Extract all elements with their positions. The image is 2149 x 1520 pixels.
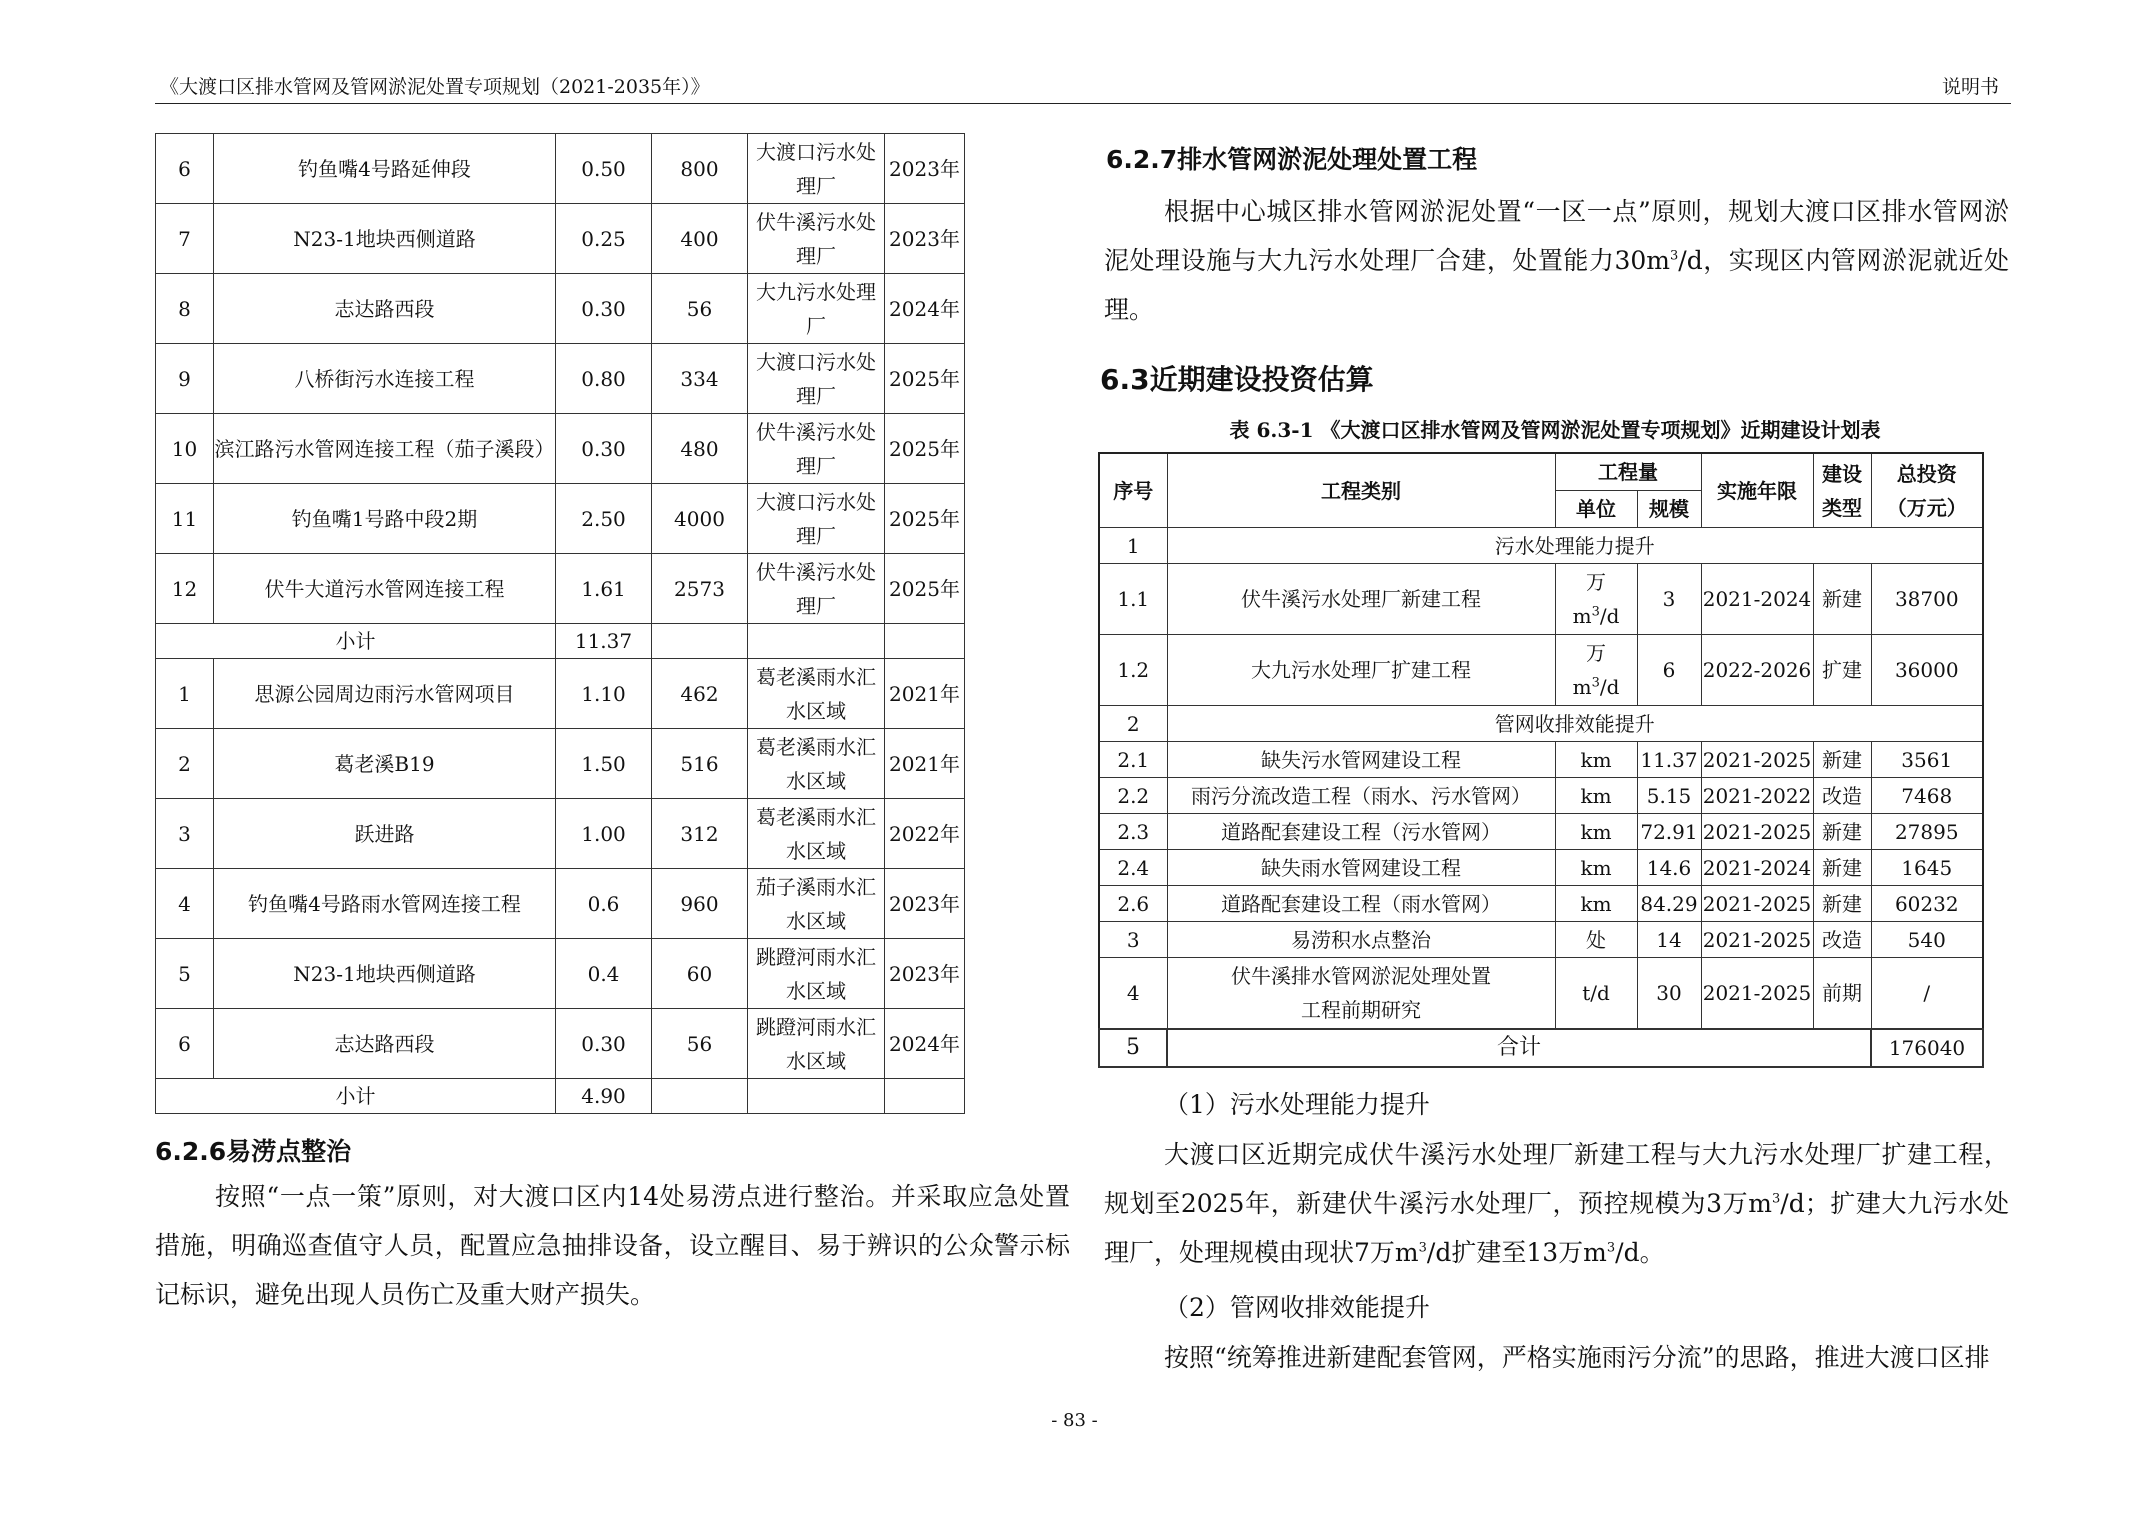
cell-subtotal-value: 4.90 [556,1079,652,1114]
cell-type: 新建 [1813,850,1871,886]
cell-no: 1.1 [1099,564,1167,635]
cell-destination: 葛老溪雨水汇水区域 [748,799,885,869]
cell-no: 1.2 [1099,635,1167,706]
cell-no: 3 [156,799,214,869]
cell-length: 1.10 [556,659,652,729]
cell-year: 2023年 [885,869,965,939]
cell-year: 2021年 [885,659,965,729]
cell-scale: 60 [652,939,748,1009]
cell-type: 改造 [1813,778,1871,814]
table-row [156,344,965,414]
cell-no: 6 [156,1009,214,1079]
cell-subtotal-label: 小计 [156,1079,556,1114]
cell-destination: 伏牛溪污水处理厂 [748,414,885,484]
cell-unit: km [1555,814,1637,850]
cell-name: 缺失污水管网建设工程 [1167,742,1555,778]
cell-scale: 14.6 [1637,850,1701,886]
table-row [156,939,965,1009]
table-row [156,799,965,869]
cell-year: 2024年 [885,1009,965,1079]
cell-name: 道路配套建设工程（雨水管网） [1167,886,1555,922]
cell-length: 0.80 [556,344,652,414]
cell-type: 新建 [1813,886,1871,922]
header-scale: 规模 [1637,491,1701,528]
cell-scale: 480 [652,414,748,484]
cell-length: 1.61 [556,554,652,624]
cell-year: 2023年 [885,134,965,204]
cell-year: 2021年 [885,729,965,799]
cell-invest: 540 [1871,922,1983,958]
cell-period: 2021-2025 [1701,742,1813,778]
cell-scale: 30 [1637,958,1701,1030]
header-no: 序号 [1099,453,1167,528]
cell-total-invest: 176040 [1871,1029,1983,1067]
cell-name: 缺失雨水管网建设工程 [1167,850,1555,886]
cell-group-title: 管网收排效能提升 [1167,706,1983,742]
cell-invest: 1645 [1871,850,1983,886]
table-row-total [1099,1029,1983,1067]
table-row [156,869,965,939]
cell-no: 9 [156,344,214,414]
cell-name: 伏牛溪排水管网淤泥处理处置 工程前期研究 [1167,958,1555,1030]
cell-scale: 14 [1637,922,1701,958]
cell-no: 2 [1099,706,1167,742]
cell-invest: 36000 [1871,635,1983,706]
cell-scale: 312 [652,799,748,869]
table-row [1099,922,1983,958]
table-row [1099,564,1983,635]
subsection-body-2: 按照“统筹推进新建配套管网，严格实施雨污分流”的思路，推进大渡口区排 [1164,1343,1990,1372]
cell-no: 2.1 [1099,742,1167,778]
table-row [1099,886,1983,922]
cell-scale: 800 [652,134,748,204]
cell-destination: 跳蹬河雨水汇水区域 [748,939,885,1009]
cell-unit: km [1555,742,1637,778]
table-row [156,274,965,344]
cell-scale: 960 [652,869,748,939]
investment-plan-table [1098,452,1984,1068]
table-row [1099,742,1983,778]
cell-name: 易涝积水点整治 [1167,922,1555,958]
cell-scale: 400 [652,204,748,274]
cell-scale: 84.29 [1637,886,1701,922]
cell-length: 0.30 [556,274,652,344]
table-row [1099,778,1983,814]
cell-empty [652,1079,748,1114]
cell-year: 2025年 [885,344,965,414]
table-row [156,204,965,274]
cell-no: 7 [156,204,214,274]
cell-year: 2022年 [885,799,965,869]
cell-no: 10 [156,414,214,484]
cell-no: 2.3 [1099,814,1167,850]
table-row-subtotal [156,1079,965,1114]
cell-name: 伏牛大道污水管网连接工程 [214,554,556,624]
cell-subtotal-label: 小计 [156,624,556,659]
cell-year: 2023年 [885,204,965,274]
cell-length: 0.30 [556,414,652,484]
cell-name: N23-1地块西侧道路 [214,204,556,274]
cell-period: 2021-2024 [1701,850,1813,886]
cell-empty [885,1079,965,1114]
cell-no: 1 [1099,528,1167,564]
table-row [156,1009,965,1079]
page-header-doc-type: 说明书 [1941,76,1999,98]
cell-no: 4 [156,869,214,939]
cell-empty [885,624,965,659]
cell-period: 2022-2026 [1701,635,1813,706]
cell-no: 6 [156,134,214,204]
cell-scale: 5.15 [1637,778,1701,814]
cell-invest: 3561 [1871,742,1983,778]
subsection-heading-1: （1）污水处理能力提升 [1164,1090,1430,1119]
cell-name: 钓鱼嘴1号路中段2期 [214,484,556,554]
cell-destination: 大渡口污水处理厂 [748,134,885,204]
cell-no: 3 [1099,922,1167,958]
table-row-subtotal [156,624,965,659]
cell-scale: 56 [652,274,748,344]
cell-no: 2 [156,729,214,799]
header-category: 工程类别 [1167,453,1555,528]
cell-no: 2.2 [1099,778,1167,814]
cell-type: 新建 [1813,814,1871,850]
cell-name: 志达路西段 [214,274,556,344]
cell-period: 2021-2025 [1701,958,1813,1030]
cell-total-label: 合计 [1167,1029,1871,1067]
cell-unit: km [1555,850,1637,886]
cell-type: 扩建 [1813,635,1871,706]
cell-period: 2021-2025 [1701,922,1813,958]
cell-name: 大九污水处理厂扩建工程 [1167,635,1555,706]
cell-no: 1 [156,659,214,729]
cell-unit: t/d [1555,958,1637,1030]
cell-destination: 跳蹬河雨水汇水区域 [748,1009,885,1079]
section-body-626: 按照“一点一策”原则，对大渡口区内14处易涝点进行整治。并采取应急处置措施，明确巡查值守人员，配置应急抽排设备，设立醒目、易于辨识的公众警示标记标识，避免出现人员伤亡及重大财产损失。 [155,1182,1070,1309]
page-header-title: 《大渡口区排水管网及管网淤泥处置专项规划（2021-2035年）》 [160,76,710,98]
cell-type: 新建 [1813,564,1871,635]
cell-no: 11 [156,484,214,554]
cell-no: 2.4 [1099,850,1167,886]
section-heading-627: 6.2.7排水管网淤泥处理处置工程 [1106,145,1478,174]
subsection-body-1: 大渡口区近期完成伏牛溪污水处理厂新建工程与大九污水处理厂扩建工程，规划至2025年，新建伏牛溪污水处理厂，预控规模为3万$m^3/d$；扩建大九污水处理厂，处理规模由现状7万$m^3/d$扩建至13万$m^3/d$。 [1104,1140,2009,1267]
cell-unit: 万 $m^3/d$ [1555,564,1637,635]
cell-name: 八桥街污水连接工程 [214,344,556,414]
table-row [156,729,965,799]
cell-subtotal-value: 11.37 [556,624,652,659]
cell-name: 伏牛溪污水处理厂新建工程 [1167,564,1555,635]
header-investment: 总投资 （万元） [1871,453,1983,528]
cell-length: 1.00 [556,799,652,869]
cell-no: 5 [1099,1029,1167,1067]
cell-destination: 伏牛溪污水处理厂 [748,204,885,274]
cell-length: 0.4 [556,939,652,1009]
cell-scale: 72.91 [1637,814,1701,850]
cell-scale: 462 [652,659,748,729]
cell-no: 8 [156,274,214,344]
cell-scale: 334 [652,344,748,414]
cell-name: 葛老溪B19 [214,729,556,799]
cell-name: N23-1地块西侧道路 [214,939,556,1009]
cell-year: 2025年 [885,414,965,484]
cell-invest: 60232 [1871,886,1983,922]
cell-scale: 56 [652,1009,748,1079]
subsection-heading-2: （2）管网收排效能提升 [1164,1293,1430,1322]
cell-unit: km [1555,886,1637,922]
cell-no: 5 [156,939,214,1009]
table-row [156,484,965,554]
cell-invest: 7468 [1871,778,1983,814]
cell-destination: 葛老溪雨水汇水区域 [748,659,885,729]
cell-length: 2.50 [556,484,652,554]
cell-no: 2.6 [1099,886,1167,922]
cell-year: 2025年 [885,484,965,554]
cell-name: 志达路西段 [214,1009,556,1079]
cell-scale: 11.37 [1637,742,1701,778]
cell-unit: km [1555,778,1637,814]
section-heading-626: 6.2.6易涝点整治 [155,1137,352,1166]
cell-year: 2024年 [885,274,965,344]
cell-empty [748,624,885,659]
cell-length: 0.50 [556,134,652,204]
cell-name: 跃进路 [214,799,556,869]
cell-destination: 茄子溪雨水汇水区域 [748,869,885,939]
cell-name: 思源公园周边雨污水管网项目 [214,659,556,729]
table-row [1099,635,1983,706]
cell-destination: 大渡口污水处理厂 [748,344,885,414]
header-period: 实施年限 [1701,453,1813,528]
table-row-group [1099,706,1983,742]
cell-type: 前期 [1813,958,1871,1030]
cell-length: 1.50 [556,729,652,799]
cell-no: 12 [156,554,214,624]
cell-destination: 大渡口污水处理厂 [748,484,885,554]
table-row [156,414,965,484]
section-heading-63: 6.3近期建设投资估算 [1100,363,1374,396]
cell-invest: / [1871,958,1983,1030]
table-row [156,134,965,204]
pipe-project-table [155,133,965,1114]
cell-empty [652,624,748,659]
cell-period: 2021-2025 [1701,814,1813,850]
table-row [1099,850,1983,886]
cell-name: 滨江路污水管网连接工程（茄子溪段） [214,414,556,484]
cell-invest: 38700 [1871,564,1983,635]
cell-scale: 4000 [652,484,748,554]
cell-name: 雨污分流改造工程（雨水、污水管网） [1167,778,1555,814]
cell-period: 2021-2025 [1701,886,1813,922]
cell-type: 新建 [1813,742,1871,778]
cell-group-title: 污水处理能力提升 [1167,528,1983,564]
cell-length: 0.30 [556,1009,652,1079]
cell-scale: 2573 [652,554,748,624]
cell-no: 4 [1099,958,1167,1030]
table-row [1099,958,1983,1030]
page-number: - 83 - [1051,1410,1098,1431]
cell-destination: 伏牛溪污水处理厂 [748,554,885,624]
cell-name: 钓鱼嘴4号路延伸段 [214,134,556,204]
cell-length: 0.25 [556,204,652,274]
table-row [156,659,965,729]
section-body-627: 根据中心城区排水管网淤泥处置“一区一点”原则，规划大渡口区排水管网淤泥处理设施与大九污水处理厂合建，处置能力$30m^3/d$，实现区内管网淤泥就近处理。 [1104,197,2009,324]
cell-name: 道路配套建设工程（污水管网） [1167,814,1555,850]
cell-destination: 葛老溪雨水汇水区域 [748,729,885,799]
cell-period: 2021-2022 [1701,778,1813,814]
cell-scale: 516 [652,729,748,799]
cell-unit: 处 [1555,922,1637,958]
header-type: 建设 类型 [1813,453,1871,528]
table-row [156,554,965,624]
header-rule [155,103,2011,104]
cell-empty [748,1079,885,1114]
header-unit: 单位 [1555,491,1637,528]
table-row-group [1099,528,1983,564]
table-caption: 表 6.3-1 《大渡口区排水管网及管网淤泥处置专项规划》近期建设计划表 [1229,418,1881,442]
cell-scale: 3 [1637,564,1701,635]
cell-length: 0.6 [556,869,652,939]
cell-period: 2021-2024 [1701,564,1813,635]
cell-scale: 6 [1637,635,1701,706]
header-quantity: 工程量 [1555,453,1701,491]
cell-year: 2023年 [885,939,965,1009]
cell-type: 改造 [1813,922,1871,958]
cell-unit: 万 $m^3/d$ [1555,635,1637,706]
cell-year: 2025年 [885,554,965,624]
cell-name: 钓鱼嘴4号路雨水管网连接工程 [214,869,556,939]
table-row [1099,814,1983,850]
cell-invest: 27895 [1871,814,1983,850]
cell-destination: 大九污水处理厂 [748,274,885,344]
